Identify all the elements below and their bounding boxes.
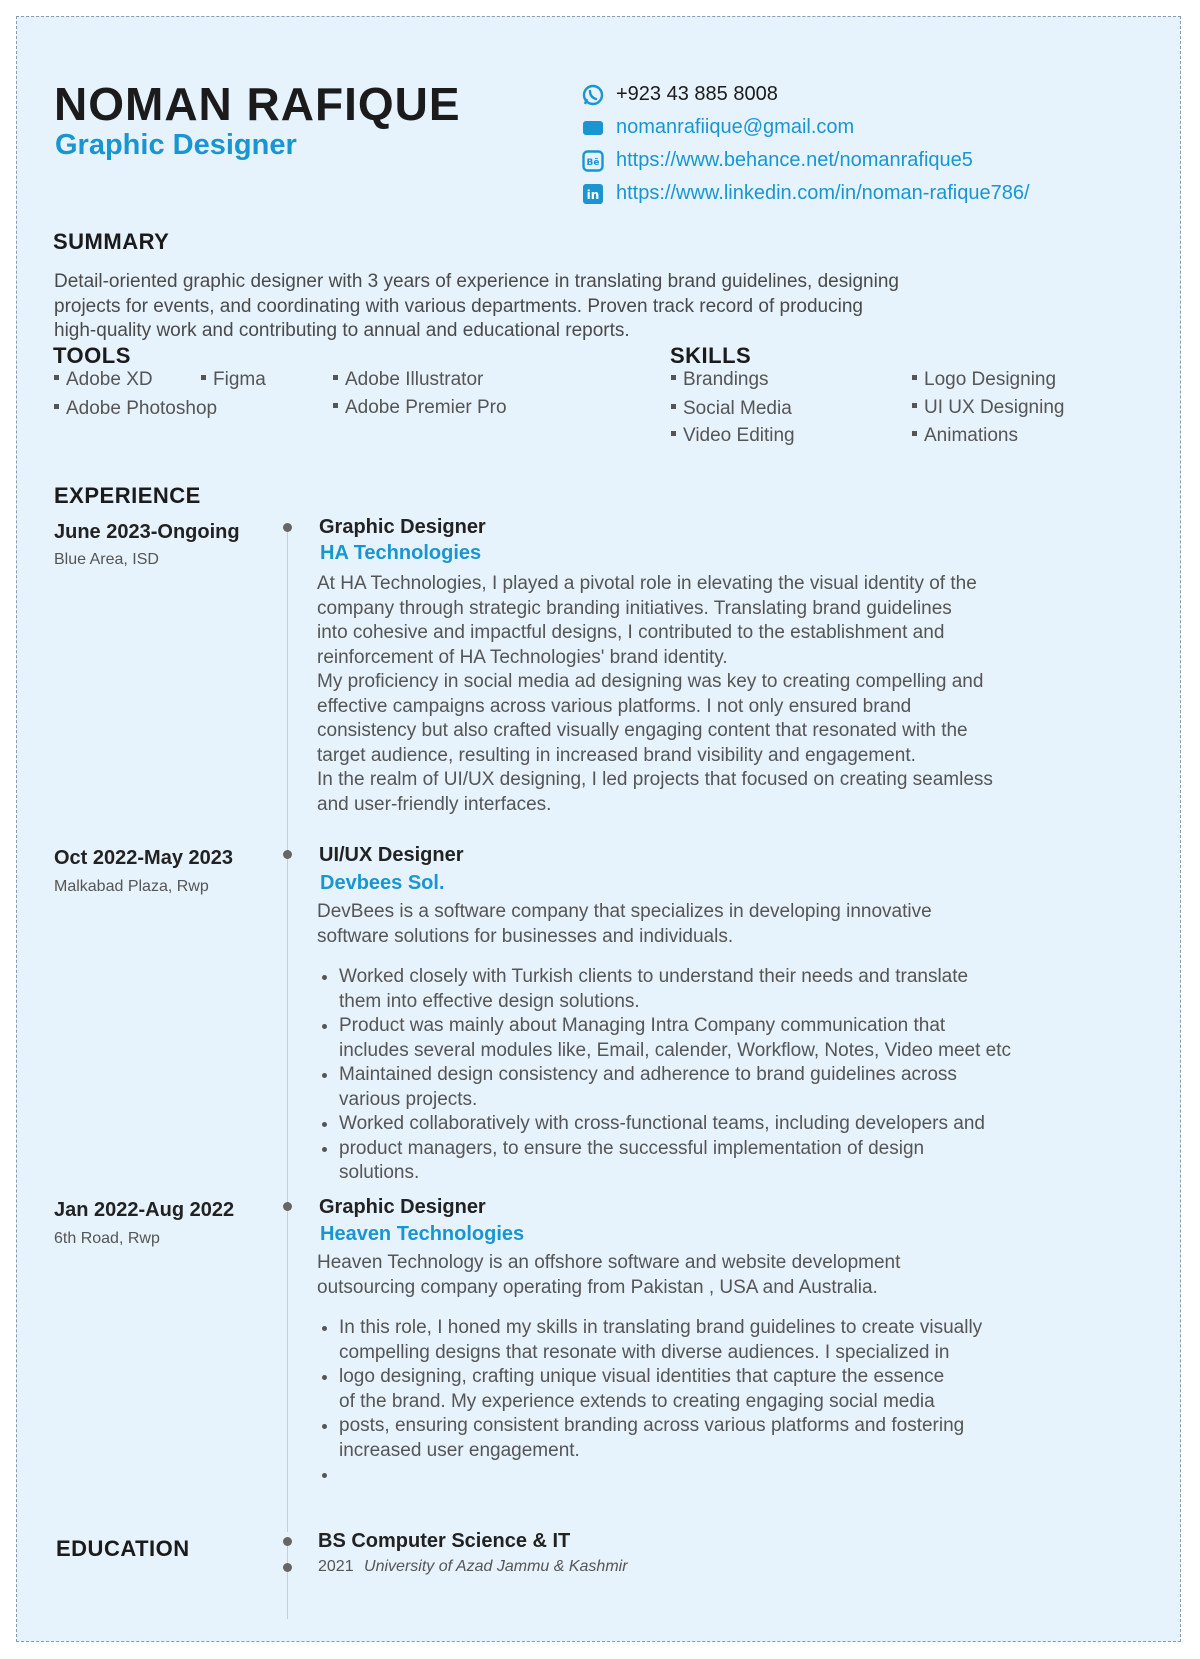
education-year: 2021: [318, 1558, 354, 1575]
education-degree: BS Computer Science & IT: [318, 1530, 571, 1552]
contact-phone[interactable]: [582, 78, 1030, 111]
job-bullet: increased user engagement.: [339, 1439, 580, 1461]
timeline-line: [287, 527, 288, 1532]
contact-linkedin[interactable]: [582, 177, 1030, 210]
education-timeline-line: [287, 1537, 288, 1619]
tools-heading: TOOLS: [53, 343, 131, 368]
job-bullet: compelling designs that resonate with diverse audiences. I specialized in: [339, 1341, 950, 1363]
job-company: Heaven Technologies: [320, 1223, 525, 1245]
contact-behance[interactable]: [582, 144, 1030, 177]
job-title: Graphic Designer: [319, 1196, 486, 1218]
tool-item: Adobe Premier Pro: [333, 397, 507, 419]
job-date: Oct 2022-May 2023: [54, 847, 234, 869]
summary-line: projects for events, and coordinating with various departments. Proven track record of producing: [54, 295, 863, 317]
timeline-dot: [283, 523, 292, 532]
skill-item: UI UX Designing: [912, 397, 1064, 419]
behance-icon: [582, 150, 604, 172]
job-bullet: • In this role, I honed my skills in translating brand guidelines to create visually: [339, 1316, 1157, 1341]
summary-text: [54, 270, 1144, 344]
tool-item: Figma: [201, 369, 266, 391]
tool-item: Adobe XD: [54, 369, 153, 391]
job-bullet: includes several modules like, Email, calender, Workflow, Notes, Video meet etc: [339, 1039, 1012, 1061]
tool-item: Adobe Photoshop: [54, 398, 217, 420]
job-bullet: • product managers, to ensure the successful implementation of design: [339, 1137, 1157, 1162]
job-description: Heaven Technology is an offshore software and website development outsourcing company operating from Pakistan , USA and Australia.: [317, 1252, 901, 1298]
job-company: HA Technologies: [320, 542, 482, 564]
skill-item: Video Editing: [671, 425, 795, 447]
education-institution: University of Azad Jammu & Kashmir: [364, 1558, 628, 1575]
tool-item: Adobe Illustrator: [333, 369, 483, 391]
experience-heading: EXPERIENCE: [54, 483, 201, 508]
resume-page: [16, 16, 1181, 1642]
contact-linkedin-text: https://www.linkedin.com/in/noman-rafique786/: [616, 182, 1030, 204]
skill-item: Logo Designing: [912, 369, 1056, 391]
job-bullets: [317, 965, 1157, 1186]
job-bullet: • Worked collaboratively with cross-functional teams, including developers and: [339, 1112, 1157, 1137]
contact-phone-text: +923 43 885 8008: [616, 83, 778, 105]
education-heading: EDUCATION: [56, 1536, 190, 1561]
timeline-dot: [283, 850, 292, 859]
job-location: Malkabad Plaza, Rwp: [54, 878, 209, 895]
skills-heading: SKILLS: [670, 343, 752, 368]
job-bullet: them into effective design solutions.: [339, 990, 640, 1012]
skill-item: Animations: [912, 425, 1018, 447]
timeline-dot: [283, 1537, 292, 1546]
job-bullet: • Maintained design consistency and adherence to brand guidelines across: [339, 1063, 1157, 1088]
candidate-name: NOMAN RAFIQUE: [54, 78, 461, 130]
job-title: Graphic Designer: [319, 516, 486, 538]
job-bullet: • logo designing, crafting unique visual identities that capture the essence: [339, 1365, 1157, 1390]
timeline-dot: [283, 1563, 292, 1572]
linkedin-icon: [582, 183, 604, 205]
job-bullets: [317, 1316, 1157, 1488]
job-bullet: • posts, ensuring consistent branding across various platforms and fostering: [339, 1414, 1157, 1439]
svg-text:in: in: [586, 187, 600, 202]
job-bullet: solutions.: [339, 1162, 420, 1183]
skill-item: Brandings: [671, 369, 769, 391]
job-company: Devbees Sol.: [320, 872, 445, 894]
contact-behance-text: https://www.behance.net/nomanrafique5: [616, 149, 973, 171]
job-description: At HA Technologies, I played a pivotal role in elevating the visual identity of the company through strategic branding initiatives. Translating brand guidelines into cohesive and impactful designs, I contributed to the establishment and reinforcement of HA Technologies' brand identity. My proficiency in social media ad designing was key to creating compelling and effective campaigns across various platforms. I not only ensured brand consistency but also crafted visually engaging content that resonated with the target audience, resulting in increased brand visibility and engagement. In the realm of UI/UX designing, I led projects that focused on creating seamless and user-friendly interfaces.: [317, 573, 993, 815]
candidate-role: Graphic Designer: [55, 129, 297, 161]
job-title: UI/UX Designer: [319, 844, 464, 866]
job-bullet: [339, 1463, 1157, 1488]
job-bullet: • Worked closely with Turkish clients to understand their needs and translate: [339, 965, 1157, 990]
contact-email[interactable]: [582, 111, 1030, 144]
job-location: 6th Road, Rwp: [54, 1230, 160, 1247]
summary-line: Detail-oriented graphic designer with 3 years of experience in translating brand guidelines, designing: [54, 271, 899, 292]
email-icon: [582, 117, 604, 139]
skill-item: Social Media: [671, 398, 792, 420]
timeline-dot: [283, 1202, 292, 1211]
contact-email-text: nomanrafiique@gmail.com: [616, 116, 855, 138]
job-description: DevBees is a software company that specializes in developing innovative software solutions for businesses and individuals.: [317, 901, 932, 947]
job-date: Jan 2022-Aug 2022: [54, 1199, 235, 1221]
job-location: Blue Area, ISD: [54, 551, 159, 568]
summary-line: high-quality work and contributing to annual and educational reports.: [54, 320, 630, 341]
whatsapp-icon: [582, 84, 604, 106]
svg-text:Bē: Bē: [586, 157, 600, 168]
job-bullet: various projects.: [339, 1088, 478, 1110]
summary-heading: SUMMARY: [53, 229, 170, 254]
job-bullet: • Product was mainly about Managing Intra Company communication that: [339, 1014, 1157, 1039]
contact-list: [582, 78, 1030, 210]
job-bullet: of the brand. My experience extends to creating engaging social media: [339, 1390, 935, 1412]
job-date: June 2023-Ongoing: [54, 521, 240, 543]
education-details: [318, 1558, 628, 1576]
